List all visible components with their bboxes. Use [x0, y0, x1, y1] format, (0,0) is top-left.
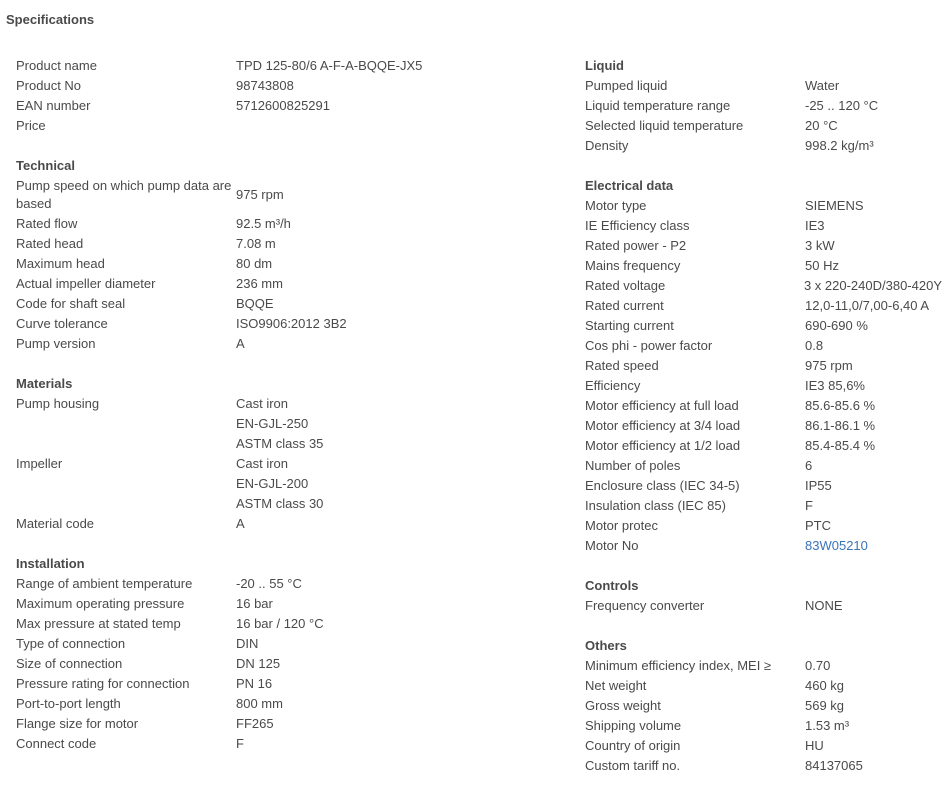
spec-label: Net weight — [585, 678, 647, 693]
spec-value: FF265 — [236, 716, 274, 731]
spec-values — [236, 96, 330, 116]
spec-value: F — [805, 498, 813, 513]
spec-row-range-of-ambient-temperature — [16, 574, 556, 594]
spec-label: Maximum operating pressure — [16, 596, 185, 611]
spec-value: 0.70 — [805, 658, 831, 673]
spec-values — [804, 276, 942, 296]
spec-values — [805, 416, 875, 436]
spec-value: PN 16 — [236, 676, 273, 691]
spec-value: 5712600825291 — [236, 98, 330, 113]
spec-values — [236, 394, 323, 454]
spec-values — [236, 314, 347, 334]
spec-label: Pump version — [16, 336, 96, 351]
spec-values — [236, 56, 422, 76]
spec-label: Rated speed — [585, 358, 659, 373]
spec-values — [805, 316, 868, 336]
spec-row-type-of-connection — [16, 634, 556, 654]
spec-row-product-no — [16, 76, 556, 96]
spec-values — [805, 376, 865, 396]
spec-values — [236, 176, 284, 214]
spec-value: TPD 125-80/6 A-F-A-BQQE-JX5 — [236, 58, 423, 73]
spec-values — [236, 334, 245, 354]
spec-value: 800 mm — [236, 696, 283, 711]
spec-value: 998.2 kg/m³ — [805, 138, 874, 153]
spec-value: IE3 — [805, 218, 825, 233]
spec-value: 1.53 m³ — [805, 718, 850, 733]
spec-values — [805, 456, 812, 476]
spec-value: IP55 — [805, 478, 832, 493]
spec-values — [805, 436, 875, 456]
spec-values — [805, 116, 838, 136]
spec-value: F — [236, 736, 244, 751]
spec-group-electrical-data — [585, 176, 942, 556]
spec-label: Mains frequency — [585, 258, 681, 273]
spec-group-materials — [16, 374, 556, 534]
spec-row-liquid-temperature-range — [585, 96, 942, 116]
spec-value: 16 bar / 120 °C — [236, 616, 324, 631]
spec-values — [805, 596, 843, 616]
spec-values — [236, 234, 276, 254]
spec-values — [805, 696, 844, 716]
spec-group-technical — [16, 156, 556, 354]
section-heading: Installation — [16, 556, 85, 571]
spec-value: 975 rpm — [236, 187, 284, 202]
spec-row-motor-type — [585, 196, 942, 216]
spec-values — [805, 736, 824, 756]
spec-value: 460 kg — [805, 678, 845, 693]
spec-value: 85.6-85.6 % — [805, 398, 876, 413]
spec-value: 50 Hz — [805, 258, 839, 273]
spec-value: 86.1-86.1 % — [805, 418, 876, 433]
section-heading: Materials — [16, 376, 73, 391]
spec-values — [236, 514, 245, 534]
spec-value: 3 kW — [805, 238, 835, 253]
spec-values — [805, 676, 844, 696]
spec-label: Gross weight — [585, 698, 661, 713]
spec-values — [805, 756, 863, 776]
spec-value: -25 .. 120 °C — [805, 98, 879, 113]
spec-label: Product No — [16, 78, 82, 93]
spec-values — [236, 734, 244, 754]
spec-values — [236, 674, 272, 694]
spec-row-efficiency — [585, 376, 942, 396]
spec-label: Rated power - P2 — [585, 238, 687, 253]
spec-label: Maximum head — [16, 256, 105, 271]
spec-row-material-code — [16, 514, 556, 534]
spec-label: Pressure rating for connection — [16, 676, 190, 691]
spec-label: Motor efficiency at full load — [585, 398, 739, 413]
spec-label: Max pressure at stated temp — [16, 616, 181, 631]
spec-label: Motor No — [585, 538, 639, 553]
spec-label: Range of ambient temperature — [16, 576, 193, 591]
spec-values — [805, 256, 839, 276]
spec-label: Motor type — [585, 198, 647, 213]
spec-label: Custom tariff no. — [585, 758, 681, 773]
spec-label: Rated current — [585, 298, 664, 313]
spec-values — [236, 714, 274, 734]
spec-value: 98743808 — [236, 78, 294, 93]
spec-row-actual-impeller-diameter — [16, 274, 556, 294]
spec-label: Selected liquid temperature — [585, 118, 744, 133]
spec-row-custom-tariff-no — [585, 756, 942, 776]
spec-label: Flange size for motor — [16, 716, 139, 731]
spec-values — [805, 336, 823, 356]
spec-row-net-weight — [585, 676, 942, 696]
spec-row-code-for-shaft-seal — [16, 294, 556, 314]
spec-value: HU — [805, 738, 824, 753]
spec-row-maximum-head — [16, 254, 556, 274]
spec-values — [805, 536, 868, 556]
spec-row-pump-housing — [16, 394, 556, 454]
spec-row-motor-protec — [585, 516, 942, 536]
spec-row-shipping-volume — [585, 716, 942, 736]
section-heading: Controls — [585, 578, 639, 593]
spec-values — [236, 654, 280, 674]
spec-values — [805, 96, 878, 116]
spec-value: 0.8 — [805, 338, 824, 353]
spec-values — [236, 274, 283, 294]
spec-label: Pump housing — [16, 396, 100, 411]
section-heading: Others — [585, 638, 627, 653]
spec-values — [236, 594, 273, 614]
spec-label: Size of connection — [16, 656, 123, 671]
spec-label: Enclosure class (IEC 34-5) — [585, 478, 740, 493]
spec-label: Motor efficiency at 1/2 load — [585, 438, 741, 453]
spec-label: Rated voltage — [585, 278, 666, 293]
spec-label: Motor efficiency at 3/4 load — [585, 418, 741, 433]
spec-label: Motor protec — [585, 518, 658, 533]
spec-value: 569 kg — [805, 698, 845, 713]
spec-value: 20 °C — [805, 118, 838, 133]
spec-row-minimum-efficiency-index-mei — [585, 656, 942, 676]
spec-label: Pumped liquid — [585, 78, 668, 93]
page-title: Specifications — [6, 12, 95, 27]
spec-row-pressure-rating-for-connection — [16, 674, 556, 694]
spec-row-motor-efficiency-at-full-load — [585, 396, 942, 416]
spec-value: 85.4-85.4 % — [805, 438, 876, 453]
spec-row-motor-efficiency-at-1-2-load — [585, 436, 942, 456]
spec-value: A — [236, 336, 245, 351]
spec-values — [236, 694, 283, 714]
spec-label: Shipping volume — [585, 718, 682, 733]
spec-row-product-name — [16, 56, 556, 76]
spec-label: Insulation class (IEC 85) — [585, 498, 726, 513]
spec-label: Pump speed on which pump data are based — [16, 178, 232, 211]
spec-label: Impeller — [16, 456, 63, 471]
spec-group-general — [16, 56, 556, 136]
spec-row-rated-current — [585, 296, 942, 316]
spec-label: Number of poles — [585, 458, 681, 473]
spec-row-maximum-operating-pressure — [16, 594, 556, 614]
spec-row-mains-frequency — [585, 256, 942, 276]
spec-label: Minimum efficiency index, MEI ≥ — [585, 658, 772, 673]
spec-values — [805, 496, 813, 516]
spec-row-rated-flow — [16, 214, 556, 234]
spec-values — [805, 76, 839, 96]
spec-values — [236, 214, 291, 234]
spec-label: Connect code — [16, 736, 97, 751]
spec-value: ASTM class 35 — [236, 436, 324, 451]
spec-value: Cast iron — [236, 456, 289, 471]
spec-value: ASTM class 30 — [236, 496, 324, 511]
spec-values — [236, 574, 302, 594]
spec-value: 16 bar — [236, 596, 273, 611]
spec-value: BQQE — [236, 296, 274, 311]
spec-label: Curve tolerance — [16, 316, 108, 331]
spec-row-curve-tolerance — [16, 314, 556, 334]
spec-row-insulation-class-iec-85 — [585, 496, 942, 516]
spec-label: Material code — [16, 516, 95, 531]
spec-values — [236, 254, 272, 274]
spec-label: Density — [585, 138, 629, 153]
spec-value: -20 .. 55 °C — [236, 576, 302, 591]
spec-value: EN-GJL-200 — [236, 476, 309, 491]
spec-row-density — [585, 136, 942, 156]
section-heading: Technical — [16, 158, 76, 173]
spec-row-frequency-converter — [585, 596, 942, 616]
spec-label: EAN number — [16, 98, 91, 113]
spec-label: Code for shaft seal — [16, 296, 126, 311]
spec-label: IE Efficiency class — [585, 218, 690, 233]
spec-value: Water — [805, 78, 840, 93]
section-heading: Electrical data — [585, 178, 674, 193]
spec-value: DIN — [236, 636, 259, 651]
spec-values — [236, 454, 323, 514]
spec-label: Rated head — [16, 236, 84, 251]
spec-values — [236, 614, 324, 634]
spec-value: 690-690 % — [805, 318, 868, 333]
spec-values — [236, 634, 258, 654]
spec-value: PTC — [805, 518, 831, 533]
spec-values — [805, 216, 825, 236]
spec-row-number-of-poles — [585, 456, 942, 476]
spec-row-motor-efficiency-at-3-4-load — [585, 416, 942, 436]
spec-value: SIEMENS — [805, 198, 864, 213]
spec-row-selected-liquid-temperature — [585, 116, 942, 136]
spec-values — [805, 716, 849, 736]
spec-row-pumped-liquid — [585, 76, 942, 96]
spec-row-port-to-port-length — [16, 694, 556, 714]
spec-values — [805, 476, 832, 496]
spec-row-connect-code — [16, 734, 556, 754]
spec-values — [236, 294, 274, 314]
spec-values — [805, 396, 875, 416]
spec-row-ie-efficiency-class — [585, 216, 942, 236]
spec-values — [236, 76, 294, 96]
spec-row-motor-no — [585, 536, 942, 556]
spec-label: Liquid temperature range — [585, 98, 731, 113]
spec-label: Type of connection — [16, 636, 126, 651]
motor-no-link[interactable]: 83W05210 — [805, 538, 868, 553]
spec-value: NONE — [805, 598, 843, 613]
spec-label: Price — [16, 118, 46, 133]
spec-value: EN-GJL-250 — [236, 416, 309, 431]
spec-group-installation — [16, 554, 556, 754]
spec-values — [805, 236, 835, 256]
spec-row-ean-number — [16, 96, 556, 116]
spec-row-rated-speed — [585, 356, 942, 376]
left-column — [16, 56, 556, 774]
spec-value: 80 dm — [236, 256, 273, 271]
spec-values — [805, 196, 864, 216]
spec-value: IE3 85,6% — [805, 378, 865, 393]
spec-label: Starting current — [585, 318, 674, 333]
spec-row-starting-current — [585, 316, 942, 336]
spec-row-country-of-origin — [585, 736, 942, 756]
spec-label: Country of origin — [585, 738, 681, 753]
spec-value: DN 125 — [236, 656, 281, 671]
spec-row-flange-size-for-motor — [16, 714, 556, 734]
spec-group-others — [585, 636, 942, 776]
spec-value: 6 — [805, 458, 813, 473]
spec-value: 236 mm — [236, 276, 283, 291]
spec-label: Product name — [16, 58, 97, 73]
spec-value: 7.08 m — [236, 236, 276, 251]
spec-row-enclosure-class-iec-34-5 — [585, 476, 942, 496]
spec-row-rated-head — [16, 234, 556, 254]
spec-value: 975 rpm — [805, 358, 853, 373]
spec-value: 12,0-11,0/7,00-6,40 A — [805, 298, 930, 313]
spec-label: Cos phi - power factor — [585, 338, 713, 353]
section-heading: Liquid — [585, 58, 624, 73]
spec-label: Rated flow — [16, 216, 78, 231]
spec-value: 92.5 m³/h — [236, 216, 291, 231]
spec-value: 3 x 220-240D/380-420Y — [803, 278, 942, 293]
spec-value: A — [236, 516, 245, 531]
spec-row-gross-weight — [585, 696, 942, 716]
right-column — [585, 56, 942, 796]
spec-values — [805, 356, 853, 376]
spec-row-rated-voltage — [585, 276, 942, 296]
spec-group-liquid — [585, 56, 942, 156]
spec-row-size-of-connection — [16, 654, 556, 674]
spec-row-cos-phi-power-factor — [585, 336, 942, 356]
spec-label: Port-to-port length — [16, 696, 121, 711]
spec-label: Actual impeller diameter — [16, 276, 156, 291]
spec-row-max-pressure-at-stated-temp — [16, 614, 556, 634]
spec-label: Efficiency — [585, 378, 641, 393]
spec-row-impeller — [16, 454, 556, 514]
spec-values — [805, 136, 874, 156]
spec-label: Frequency converter — [585, 598, 705, 613]
spec-value: Cast iron — [236, 396, 289, 411]
spec-row-pump-speed-on-which-pump-data-are-based — [16, 176, 556, 214]
spec-value: 84137065 — [805, 758, 863, 773]
spec-values — [805, 516, 831, 536]
spec-row-rated-power-p2 — [585, 236, 942, 256]
spec-row-price — [16, 116, 556, 136]
spec-value: ISO9906:2012 3B2 — [236, 316, 347, 331]
spec-group-controls — [585, 576, 942, 616]
spec-row-pump-version — [16, 334, 556, 354]
spec-values — [805, 296, 929, 316]
spec-values — [805, 656, 830, 676]
